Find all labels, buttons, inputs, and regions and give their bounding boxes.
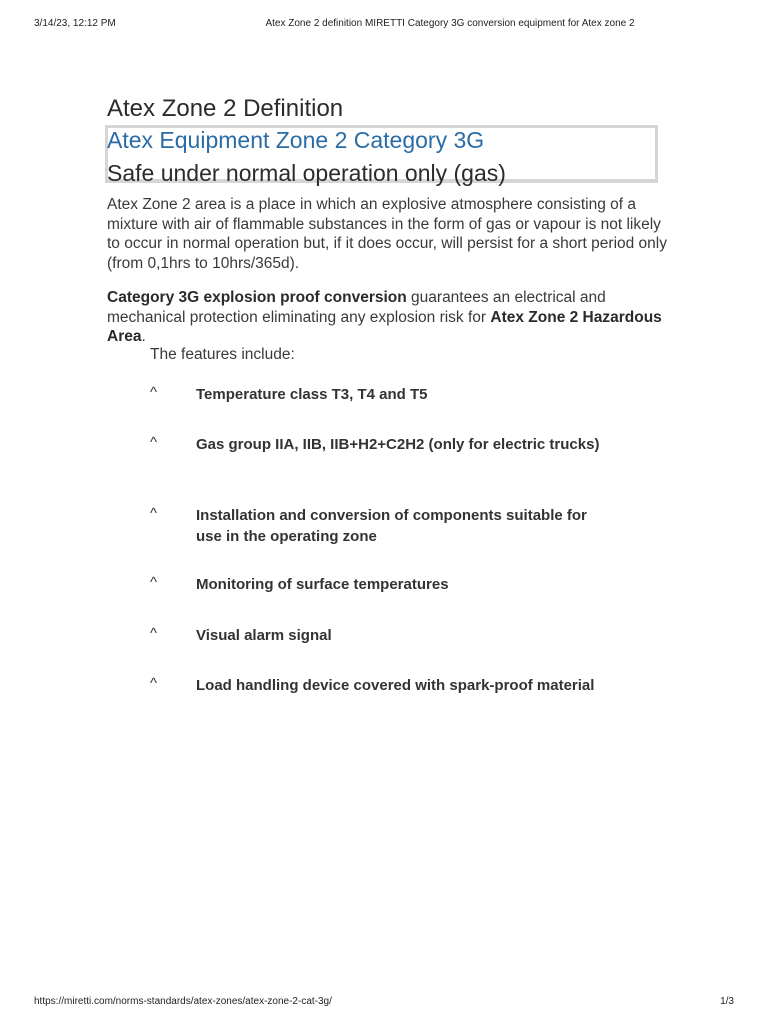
feature-text: Installation and conversion of components suitable for use in the operating zone xyxy=(196,507,587,545)
subtitle-equipment-category: Atex Equipment Zone 2 Category 3G xyxy=(107,127,485,153)
features-intro: The features include: xyxy=(150,346,295,363)
subtitle-safe-operation: Safe under normal operation only (gas) xyxy=(107,160,506,186)
print-footer-url: https://miretti.com/norms-standards/atex-zones/atex-zone-2-cat-3g/ xyxy=(34,996,332,1007)
intro-paragraph: Atex Zone 2 area is a place in which an explosive atmosphere consisting of a mixture with air of flammable substances in the form of gas or vapour is not likely to occur in normal operation but, if it does occur, will persist for a short period only (from 0,1hrs to 10hrs/365d). xyxy=(107,196,667,272)
print-header-title: Atex Zone 2 definition MIRETTI Category 3G conversion equipment for Atex zone 2 xyxy=(265,18,635,29)
feature-text: Load handling device covered with spark-proof material xyxy=(196,677,595,694)
feature-text: Gas group IIA, IIB, IIB+H2+C2H2 (only for electric trucks) xyxy=(196,436,600,453)
caret-bullet-icon: ^ xyxy=(150,625,158,642)
print-footer-page-number: 1/3 xyxy=(720,996,734,1007)
hazardous-area-bold-text: Atex Zone 2 Hazardous Area xyxy=(107,308,662,345)
category-paragraph xyxy=(107,288,667,347)
caret-bullet-icon: ^ xyxy=(150,505,158,522)
caret-bullet-icon: ^ xyxy=(150,384,158,401)
feature-text: Monitoring of surface temperatures xyxy=(196,576,449,593)
category-bold-text: Category 3G explosion proof conversion xyxy=(107,289,407,306)
caret-bullet-icon: ^ xyxy=(150,675,158,692)
caret-bullet-icon: ^ xyxy=(150,574,158,591)
page-title: Atex Zone 2 Definition xyxy=(107,95,344,122)
caret-bullet-icon: ^ xyxy=(150,434,158,451)
feature-text: Temperature class T3, T4 and T5 xyxy=(196,386,428,403)
category-text-end: . xyxy=(141,328,146,345)
category-text: guarantees an electrical and mechanical protection eliminating any explosion risk for xyxy=(107,289,606,326)
feature-text: Visual alarm signal xyxy=(196,627,332,644)
print-header-datetime: 3/14/23, 12:12 PM xyxy=(34,18,116,29)
